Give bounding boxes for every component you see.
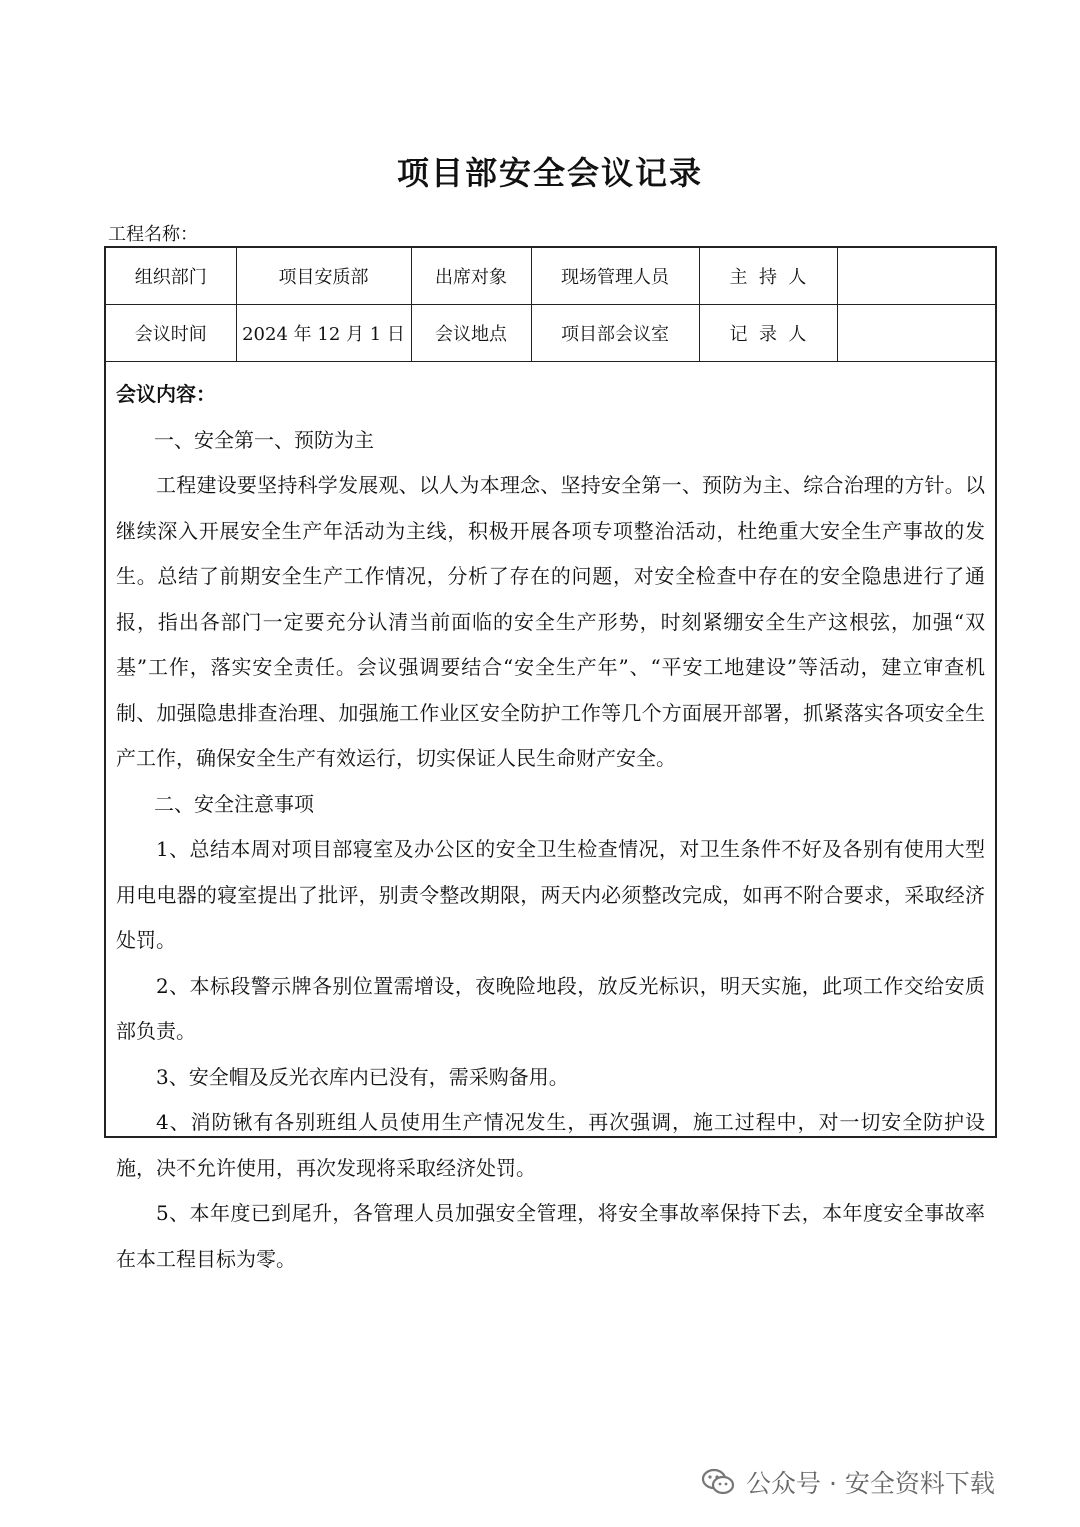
section-1-title: 一、安全第一、预防为主 bbox=[154, 427, 374, 452]
section-2-title: 二、安全注意事项 bbox=[154, 791, 314, 816]
watermark bbox=[700, 1458, 995, 1506]
list-item: 5、本年度已到尾升，各管理人员加强安全管理，将安全事故率保持下去，本年度安全事故率在本工程目标为零。 bbox=[116, 1201, 985, 1271]
recorder-label: 记 录 人 bbox=[699, 305, 837, 362]
list-item: 3、安全帽及反光衣库内已没有，需采购备用。 bbox=[156, 1064, 569, 1089]
meeting-location-label: 会议地点 bbox=[411, 305, 531, 362]
host-value bbox=[837, 248, 995, 305]
table-row bbox=[106, 248, 995, 305]
meeting-content bbox=[106, 362, 995, 1282]
meeting-time-value: 2024 年 12 月 1 日 bbox=[236, 305, 411, 362]
watermark-text: 公众号 · 安全资料下载 bbox=[746, 1469, 995, 1498]
meeting-record-form bbox=[104, 246, 997, 1271]
section-1-body: 工程建设要坚持科学发展观、以人为本理念、坚持安全第一、预防为主、综合治理的方针。以继续深入开展安全生产年活动为主线，积极开展各项专项整治活动，杜绝重大安全生产事故的发生。总结了前期安全生产工作情况，分析了存在的问题，对安全检查中存在的安全隐患进行了通报，指出各部门一定要充分认清当前面临的安全生产形势，时刻紧绷安全生产这根弦，加强“双基”工作，落实安全责任。会议强调要结合“安全生产年”、“平安工地建设”等活动，建立审查机制、加强隐患排查治理、加强施工作业区安全防护工作等几个方面展开部署，抓紧落实各项安全生产工作，确保安全生产有效运行，切实保证人民生命财产安全。 bbox=[116, 473, 985, 770]
meeting-location-value: 项目部会议室 bbox=[531, 305, 699, 362]
organizer-value: 项目安质部 bbox=[236, 248, 411, 305]
meeting-time-label: 会议时间 bbox=[106, 305, 236, 362]
host-label: 主 持 人 bbox=[699, 248, 837, 305]
wechat-icon bbox=[700, 1464, 736, 1500]
recorder-value bbox=[837, 305, 995, 362]
table-row bbox=[106, 305, 995, 362]
document-title: 项目部安全会议记录 bbox=[396, 154, 703, 192]
list-item: 1、总结本周对项目部寝室及办公区的安全卫生检查情况，对卫生条件不好及各别有使用大型用电电器的寝室提出了批评，别责令整改期限，两天内必须整改完成，如再不附合要求，采取经济处罚。 bbox=[116, 837, 985, 952]
attendees-label: 出席对象 bbox=[411, 248, 531, 305]
content-heading: 会议内容： bbox=[116, 382, 216, 406]
list-item: 4、消防锹有各别班组人员使用生产情况发生，再次强调，施工过程中，对一切安全防护设施，决不允许使用，再次发现将采取经济处罚。 bbox=[116, 1110, 985, 1180]
organizer-label: 组织部门 bbox=[106, 248, 236, 305]
meeting-info-table bbox=[106, 248, 995, 362]
attendees-value: 现场管理人员 bbox=[531, 248, 699, 305]
list-item: 2、本标段警示牌各别位置需增设，夜晚险地段，放反光标识，明天实施，此项工作交给安质部负责。 bbox=[116, 973, 985, 1043]
project-name-label: 工程名称： bbox=[108, 224, 198, 245]
